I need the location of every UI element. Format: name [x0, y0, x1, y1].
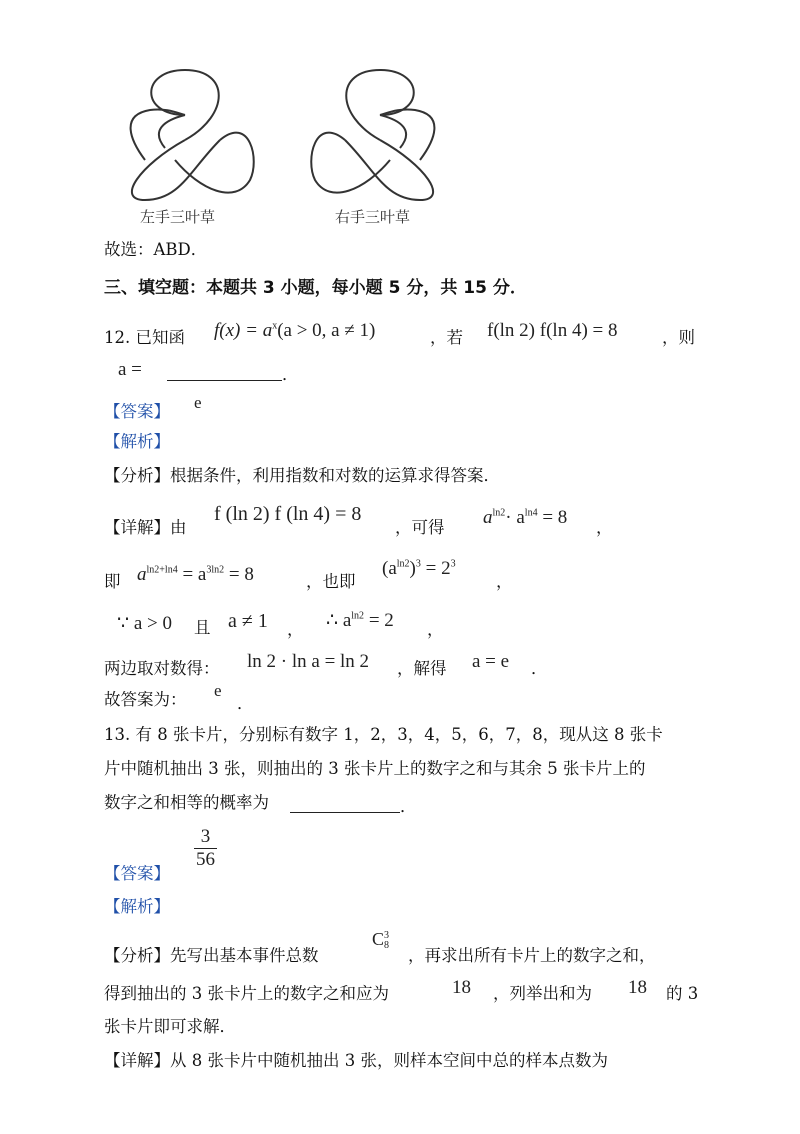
- expr4-eq: = 2: [425, 558, 451, 579]
- therefore-base: ∴ a: [326, 610, 352, 631]
- q12-comma-4: ，: [427, 620, 444, 639]
- q12-detail-expr: f (ln 2) f (ln 4) = 8: [214, 503, 362, 525]
- left-trefoil-caption: 左手三叶草: [140, 208, 216, 226]
- q12-kede: ，可得: [395, 518, 445, 537]
- q13-fenxi2-c: 的 3: [666, 984, 699, 1003]
- right-trefoil-caption: 右手三叶草: [335, 208, 411, 226]
- left-trefoil-knot: [110, 60, 260, 205]
- expr2-end: = 8: [542, 507, 568, 528]
- q13-combination: [372, 929, 389, 951]
- q12-analysis-label: 【解析】: [104, 432, 170, 451]
- q12-number: 12. 已知函: [104, 328, 185, 347]
- fraction-numerator: 3: [194, 826, 217, 849]
- trefoil-figure: [100, 60, 460, 235]
- comb-sub: 8: [384, 939, 390, 951]
- q12-answer-value: e: [194, 393, 202, 412]
- q13-fenxi3: 张卡片即可求解．: [104, 1017, 236, 1036]
- q12-because: ∵ a > 0: [117, 613, 172, 634]
- expr4-inner-exp: ln2: [396, 558, 410, 570]
- q12-expr4: [382, 558, 456, 580]
- expr2-exp2: ln4: [524, 507, 538, 519]
- q13-fenxi2-a: 得到抽出的 3 张卡片上的数字之和应为: [104, 984, 389, 1003]
- q12-func-exp: x: [272, 320, 278, 332]
- expr3-exp2: 3ln2: [206, 564, 225, 576]
- q12-final-label: 故答案为：: [104, 690, 187, 709]
- q12-function: [214, 320, 375, 342]
- q13-answer-blank: [290, 794, 400, 813]
- q13-fenxi-b: ，再求出所有卡片上的数字之和，: [408, 946, 656, 965]
- therefore-end: = 2: [368, 610, 394, 631]
- fraction-denominator: 56: [196, 849, 215, 870]
- q13-val18-a: 18: [452, 977, 471, 998]
- q13-answer-fraction: [194, 826, 217, 871]
- q12-ruo: ，若: [430, 328, 463, 347]
- q12-period: ．: [282, 365, 299, 384]
- expr4-outer-exp: 3: [415, 558, 421, 570]
- q12-result: a = e: [472, 651, 510, 672]
- expr4-left: (a: [382, 558, 397, 579]
- q12-jiede: ，解得: [397, 659, 447, 678]
- q12-liangbian: 两边取对数得：: [104, 659, 220, 678]
- q12-neq: a ≠ 1: [228, 610, 268, 632]
- q12-final-value: e: [214, 681, 222, 700]
- q12-condition: f(ln 2) f(ln 4) = 8: [487, 320, 618, 341]
- q13-line2: 片中随机抽出 3 张，则抽出的 3 张卡片上的数字之和与其余 5 张卡片上的: [104, 759, 646, 778]
- q13-detail: 【详解】从 8 张卡片中随机抽出 3 张，则样本空间中总的样本点数为: [104, 1051, 608, 1070]
- therefore-exp: ln2: [351, 610, 365, 622]
- q12-comma-2: ，: [496, 572, 513, 591]
- q13-line1: 13. 有 8 张卡片，分别标有数字 1，2，3，4，5，6，7，8，现从这 8 张卡: [104, 725, 663, 744]
- expr4-right: ): [409, 558, 416, 579]
- q12-comma-1: ，: [596, 518, 613, 537]
- q12-fenxi: 【分析】根据条件，利用指数和对数的运算求得答案．: [104, 466, 500, 485]
- q13-val18-b: 18: [628, 977, 647, 998]
- q13-fenxi-a: 【分析】先写出基本事件总数: [104, 946, 319, 965]
- q13-line3-end: ．: [400, 797, 417, 816]
- q12-detail-label: 【详解】由: [104, 518, 187, 537]
- q12-yeji: ，也即: [306, 572, 356, 591]
- q12-expr2: [483, 507, 567, 529]
- comb-base: C: [372, 929, 385, 949]
- expr3-mid: = a: [182, 564, 207, 585]
- q12-dot: ．: [531, 659, 548, 678]
- q12-func-cond: (a > 0, a ≠ 1): [277, 320, 376, 341]
- expr2-mid: · a: [505, 507, 525, 528]
- q13-fenxi2-b: ，列举出和为: [493, 984, 592, 1003]
- q12-answer-blank: [167, 362, 282, 381]
- answer-choice: 故选：ABD．: [104, 240, 208, 259]
- q12-therefore: [326, 609, 394, 632]
- q13-line3: 数字之和相等的概率为: [104, 793, 269, 812]
- q12-ji: 即: [104, 572, 121, 591]
- right-trefoil-knot: [305, 60, 455, 205]
- expr2-exp1: ln2: [492, 507, 506, 519]
- q12-log-expr: ln 2 · ln a = ln 2: [247, 651, 370, 672]
- q13-analysis-label: 【解析】: [104, 897, 170, 916]
- expr3-base: a: [137, 564, 147, 585]
- expr4-eq-exp: 3: [450, 558, 456, 570]
- q12-expr3: [137, 564, 254, 586]
- section-heading: 三、填空题：本题共 3 小题，每小题 5 分，共 15 分．: [104, 278, 527, 298]
- expr3-end: = 8: [228, 564, 254, 585]
- comb-sup: 3: [384, 929, 390, 941]
- q13-answer-label: 【答案】: [104, 864, 170, 883]
- q12-func-text: f(x) = a: [214, 320, 273, 341]
- q12-final-dot: ．: [237, 694, 254, 713]
- expr2-base: a: [483, 507, 493, 528]
- q12-comma-3: ，: [287, 620, 304, 639]
- expr3-exp1: ln2+ln4: [146, 564, 178, 576]
- q12-answer-label: 【答案】: [104, 402, 170, 421]
- q12-ze: ，则: [662, 328, 695, 347]
- q12-qie: 且: [194, 618, 211, 637]
- q12-ask-var: a =: [118, 359, 142, 380]
